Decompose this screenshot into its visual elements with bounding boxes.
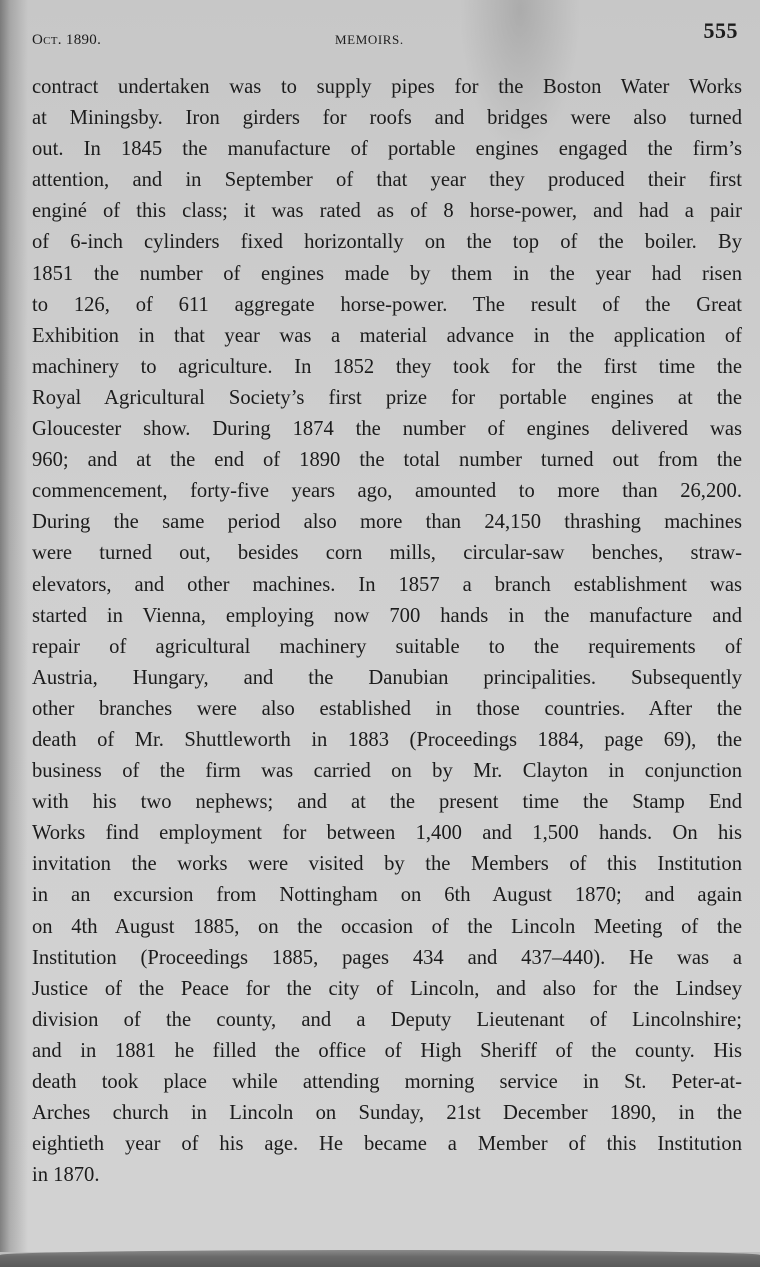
page-edge-shadow [0, 1250, 760, 1267]
text-line: started in Vienna, employing now 700 hands in the manufacture and [32, 604, 742, 627]
running-head-section: MEMOIRS. [335, 32, 404, 47]
text-line: with his two nephews; and at the present time the Stamp End [32, 791, 742, 814]
text-line: out. In 1845 the manufacture of portable engines engaged the firm’s [32, 138, 742, 161]
text-line: were turned out, besides corn mills, circular-saw benches, straw- [32, 542, 742, 565]
text-line: and in 1881 he filled the office of High Sheriff of the county. His [32, 1039, 742, 1062]
text-line: Institution (Proceedings 1885, pages 434 and 437–440). He was a [32, 946, 742, 969]
text-line: to 126, of 611 aggregate horse-power. The result of the Great [32, 293, 742, 316]
text-line: elevators, and other machines. In 1857 a branch establishment was [32, 573, 742, 596]
text-line: Works find employment for between 1,400 and 1,500 hands. On his [32, 822, 742, 845]
text-line: eightieth year of his age. He became a Member of this Institution [32, 1133, 742, 1156]
text-line: division of the county, and a Deputy Lieutenant of Lincolnshire; [32, 1008, 742, 1031]
memoir-paragraph [32, 72, 742, 1191]
text-line: at Miningsby. Iron girders for roofs and bridges were also turned [32, 107, 742, 130]
running-head-date: Oct. 1890. [32, 32, 102, 48]
text-line: death took place while attending morning service in St. Peter-at- [32, 1071, 742, 1093]
text-line: commencement, forty-five years ago, amounted to more than 26,200. [32, 480, 742, 503]
text-line: Exhibition in that year was a material advance in the application of [32, 324, 742, 347]
text-line: repair of agricultural machinery suitable to the requirements of [32, 635, 742, 658]
text-line: 1851 the number of engines made by them in the year had risen [32, 262, 742, 285]
text-line: machinery to agriculture. In 1852 they took for the first time the [32, 355, 742, 378]
text-line: Justice of the Peace for the city of Lincoln, and also for the Lindsey [32, 977, 742, 1000]
text-line: attention, and in September of that year they produced their first [32, 169, 742, 192]
text-line: 960; and at the end of 1890 the total number turned out from the [32, 449, 742, 472]
text-line: invitation the works were visited by the Members of this Institution [32, 853, 742, 876]
text-line: on 4th August 1885, on the occasion of the Lincoln Meeting of the [32, 915, 742, 938]
text-line: enginé of this class; it was rated as of 8 horse-power, and had a pair [32, 200, 742, 223]
text-line: other branches were also established in those countries. After the [32, 697, 742, 720]
text-line: Austria, Hungary, and the Danubian principalities. Subsequently [32, 666, 742, 689]
text-line: contract undertaken was to supply pipes for the Boston Water Works [32, 76, 742, 98]
text-line: business of the firm was carried on by Mr. Clayton in conjunction [32, 760, 742, 783]
text-line: During the same period also more than 24,150 thrashing machines [32, 511, 742, 534]
text-line: Arches church in Lincoln on Sunday, 21st December 1890, in the [32, 1102, 742, 1125]
text-line: Gloucester show. During 1874 the number of engines delivered was [32, 418, 742, 441]
text-line: in an excursion from Nottingham on 6th August 1870; and again [32, 884, 742, 907]
page-number: 555 [703, 18, 738, 43]
text-line-last: in 1870. [32, 1164, 100, 1187]
text-line: of 6-inch cylinders fixed horizontally on the top of the boiler. By [32, 231, 742, 254]
text-line: death of Mr. Shuttleworth in 1883 (Proceedings 1884, page 69), the [32, 728, 742, 751]
text-line: Royal Agricultural Society’s first prize for portable engines at the [32, 386, 742, 409]
running-head [32, 18, 742, 52]
